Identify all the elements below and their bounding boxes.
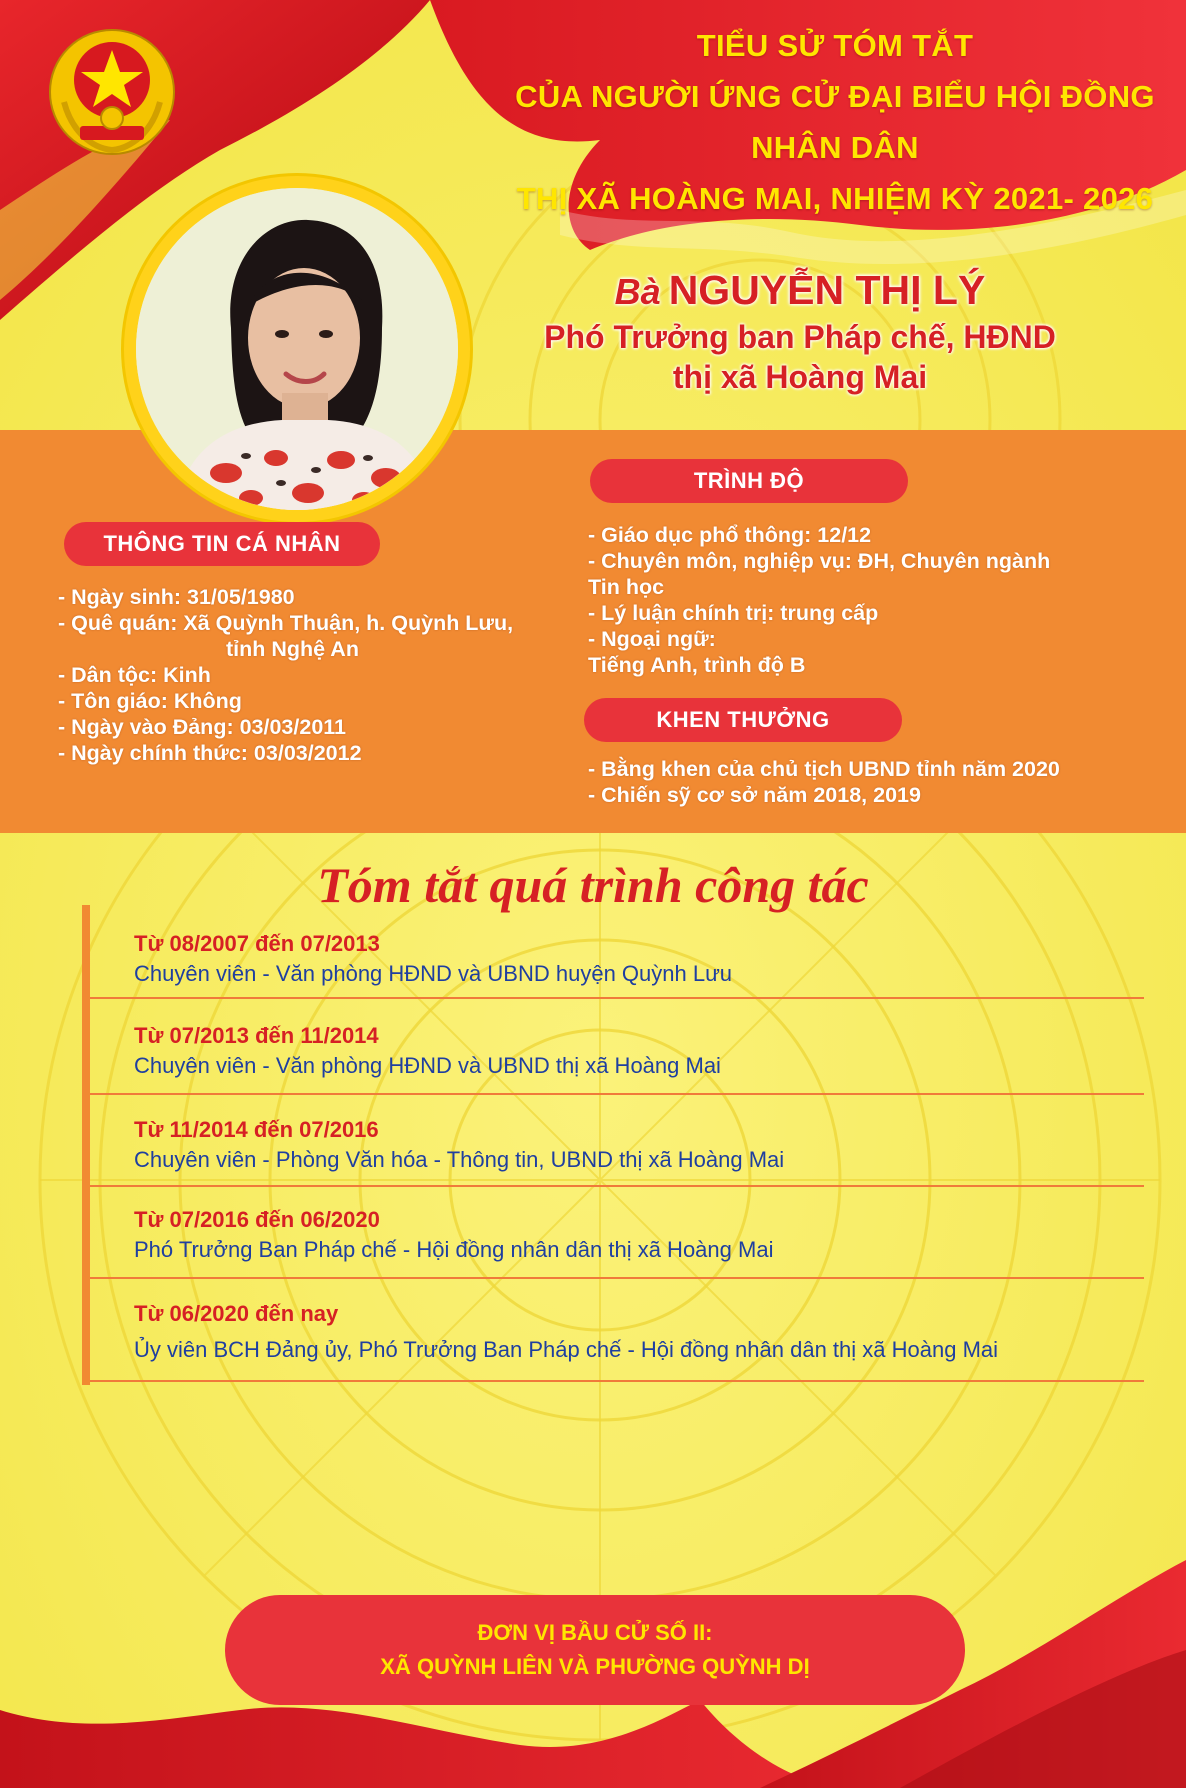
education-item: Tin học [588,575,665,599]
career-description: Chuyên viên - Văn phòng HĐND và UBND thị xã Hoàng Mai [134,1053,721,1078]
career-description: Chuyên viên - Văn phòng HĐND và UBND huyện Quỳnh Lưu [134,961,733,986]
career-entry [134,930,1144,990]
career-period: Từ 07/2013 đến 11/2014 [134,1023,379,1048]
award-item: - Bằng khen của chủ tịch UBND tỉnh năm 2020 [588,757,1060,781]
candidate-name-block [500,265,1100,397]
candidate-role-line-2: thị xã Hoàng Mai [672,359,928,395]
candidate-portrait [136,188,458,510]
education-item: - Ngoại ngữ: [588,627,716,651]
personal-info-item: tỉnh Nghệ An [226,637,359,661]
personal-info-item: - Ngày chính thức: 03/03/2012 [58,741,362,765]
divider-line [90,1277,1144,1279]
electoral-unit-line-2: XÃ QUỲNH LIÊN VÀ PHƯỜNG QUỲNH DỊ [380,1654,810,1679]
personal-info-item: - Quê quán: Xã Quỳnh Thuận, h. Quỳnh Lưu, [58,611,514,635]
awards-list [588,756,1148,808]
career-section-title: Tóm tắt quá trình công tác [317,857,869,913]
education-list [588,522,1148,678]
name-prefix: Bà [614,271,661,312]
electoral-unit-line-1: ĐƠN VỊ BẦU CỬ SỐ II: [477,1620,713,1645]
education-heading: TRÌNH ĐỘ [590,459,908,503]
personal-info-item: - Ngày vào Đảng: 03/03/2011 [58,715,347,739]
career-description: Ủy viên BCH Đảng ủy, Phó Trưởng Ban Pháp chế - Hội đồng nhân dân thị xã Hoàng Mai [134,1337,999,1362]
career-entry [134,1022,1144,1082]
candidate-name-line [500,265,1100,317]
career-period: Từ 11/2014 đến 07/2016 [134,1117,379,1142]
candidate-name: NGUYỄN THỊ LÝ [668,267,986,313]
personal-info-item: - Ngày sinh: 31/05/1980 [58,585,295,609]
education-item: Tiếng Anh, trình độ B [588,653,806,677]
divider-line [90,997,1144,999]
education-item: - Giáo dục phổ thông: 12/12 [588,523,872,547]
electoral-unit-banner [225,1595,965,1705]
divider-line [90,1093,1144,1095]
national-emblem-icon [42,22,182,162]
divider-line [90,1185,1144,1187]
header-line-1: TIỂU SỬ TÓM TẮT [696,28,974,63]
career-period: Từ 07/2016 đến 06/2020 [134,1207,380,1232]
timeline-bar [82,905,90,1385]
career-description: Chuyên viên - Phòng Văn hóa - Thông tin, UBND thị xã Hoàng Mai [134,1147,785,1172]
career-entry [134,1116,1144,1176]
candidate-role-line-1: Phó Trưởng ban Pháp chế, HĐND [544,319,1056,355]
header-title [490,20,1180,224]
header-line-3: THỊ XÃ HOÀNG MAI, NHIỆM KỲ 2021- 2026 [516,181,1154,216]
career-entry [134,1206,1144,1266]
education-item: - Chuyên môn, nghiệp vụ: ĐH, Chuyên ngành [588,549,1051,573]
education-item: - Lý luận chính trị: trung cấp [588,601,879,625]
personal-info-item: - Tôn giáo: Không [58,689,242,713]
personal-info-heading: THÔNG TIN CÁ NHÂN [64,522,380,566]
header-line-2: CỦA NGƯỜI ỨNG CỬ ĐẠI BIỂU HỘI ĐỒNG NHÂN DÂN [515,79,1155,165]
personal-info-item: - Dân tộc: Kinh [58,663,211,687]
awards-heading: KHEN THƯỞNG [584,698,902,742]
personal-info-list [58,584,578,766]
career-entry [134,1300,1144,1366]
divider-line [90,1380,1144,1382]
award-item: - Chiến sỹ cơ sở năm 2018, 2019 [588,783,921,807]
career-description: Phó Trưởng Ban Pháp chế - Hội đồng nhân dân thị xã Hoàng Mai [134,1237,774,1262]
career-period: Từ 08/2007 đến 07/2013 [134,931,380,956]
career-period: Từ 06/2020 đến nay [134,1301,339,1326]
